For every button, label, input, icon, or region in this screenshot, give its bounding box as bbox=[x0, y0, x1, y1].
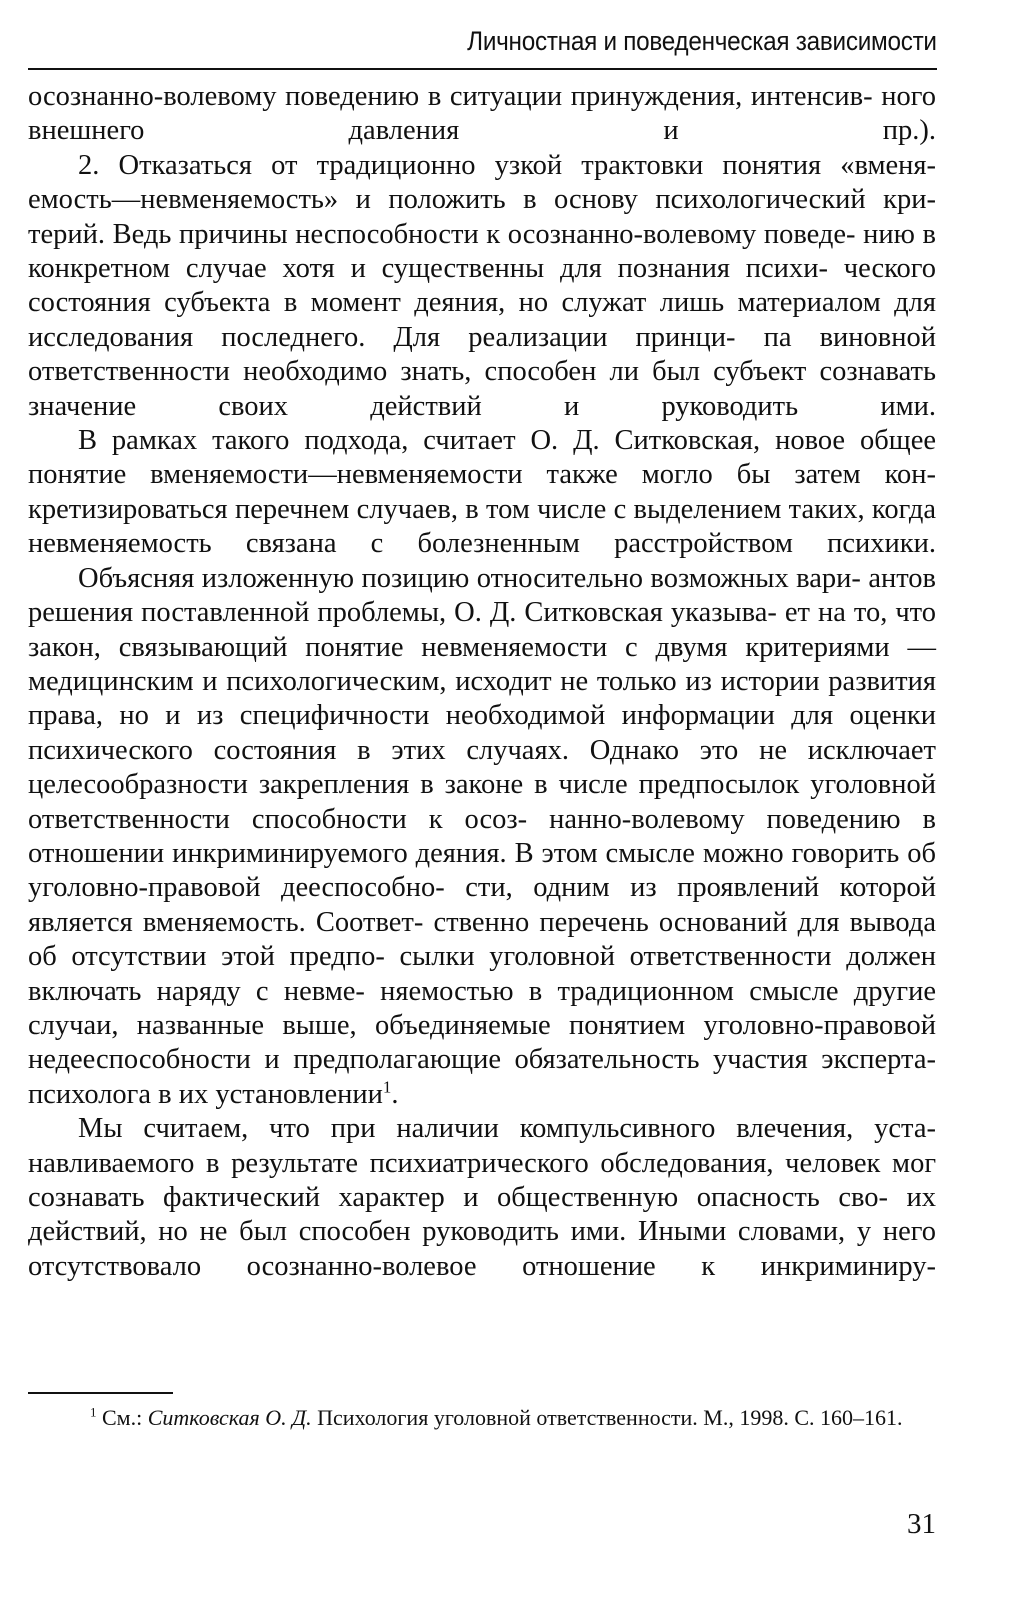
text-line: В рамках такого подхода, считает О. Д. Ситковская, новое общее bbox=[78, 425, 936, 457]
text-line: числе предпосылок уголовной ответственности способности к осоз- bbox=[28, 769, 937, 835]
text-line: кретизироваться перечнем случаев, в том числе с выделением таких, bbox=[28, 493, 865, 525]
text-line: Мы считаем, что при наличии компульсивного влечения, уста- bbox=[78, 1113, 936, 1145]
text-line: информации для оценки психического состояния в этих случаях. bbox=[28, 700, 937, 766]
text-line: ческого состояния субъекта в момент деяния, но служат лишь bbox=[28, 253, 937, 319]
text-line: няемостью в традиционном смысле другие случаи, названные выше, bbox=[28, 975, 937, 1041]
text-line: навливаемого в результате психиатрического обследования, человек bbox=[28, 1147, 881, 1179]
text-line: Объясняя изложенную позицию относительно возможных вари- bbox=[78, 562, 861, 594]
footnote-mark: 1 bbox=[90, 1404, 97, 1420]
text-line: него отсутствовало осознанно-волевое отношение к инкриминиру- bbox=[28, 1216, 937, 1282]
page-number: 31 bbox=[907, 1508, 936, 1540]
text-line: ственно перечень оснований для вывода об отсутствии этой предпо- bbox=[28, 906, 937, 973]
running-header bbox=[28, 18, 937, 70]
paragraph-2 bbox=[28, 149, 936, 424]
footnote-divider bbox=[28, 1392, 173, 1394]
text-line: па виновной ответственности необходимо знать, способен ли был bbox=[28, 321, 936, 388]
running-header-title: Личностная и поведенческая зависимости bbox=[467, 26, 937, 56]
text-line: Однако это не исключает целесообразности закрепления в законе в bbox=[28, 734, 936, 801]
footnote-citation: Психология уголовной ответственности. М., 1998. С. 160–161. bbox=[311, 1405, 903, 1430]
paragraph-5 bbox=[28, 1112, 936, 1284]
paragraph-tail: . bbox=[391, 1078, 399, 1110]
text-line: понятие вменяемости—невменяемости также могло бы затем кон- bbox=[28, 459, 936, 491]
text-line: 2. Отказаться от традиционно узкой трактовки понятия «вменя- bbox=[78, 149, 936, 181]
text-line: когда невменяемость связана с болезненным расстройством психики. bbox=[28, 493, 936, 560]
text-line: В этом смысле можно говорить об уголовно-правовой дееспособно- bbox=[28, 837, 936, 904]
footnote-reference[interactable]: 1 bbox=[382, 1077, 392, 1097]
text-line: осознанно-волевому поведению в ситуации принуждения, интенсив- bbox=[28, 81, 873, 112]
text-line: сти, одним из проявлений которой является вменяемость. Соответ- bbox=[28, 872, 937, 938]
text-line: ного внешнего давления и пр.). bbox=[28, 81, 936, 147]
text-line: из истории развития права, но и из специфичности необходимой bbox=[28, 665, 936, 732]
text-line: терий. Ведь причины неспособности к осознанно-волевому поведе- bbox=[28, 218, 856, 250]
text-line: объединяемые понятием уголовно-правовой недееспособности и bbox=[28, 1009, 936, 1076]
paragraph-3 bbox=[28, 424, 936, 562]
main-text bbox=[28, 80, 936, 1284]
footnote-prefix: См.: bbox=[102, 1405, 148, 1430]
paragraph-4 bbox=[28, 562, 936, 1113]
text-line: предполагающие обязательность участия эксперта-психолога в их bbox=[28, 1044, 936, 1110]
text-line: нанно-волевому поведению в отношении инкриминируемого деяния. bbox=[28, 803, 936, 869]
text-line: установлении bbox=[215, 1078, 383, 1110]
text-line: материалом для исследования последнего. Для реализации принци- bbox=[28, 287, 937, 353]
text-line: их действий, но не был способен руководить ими. Иными словами, у bbox=[28, 1182, 937, 1248]
footnote-author: Ситковская О. Д. bbox=[147, 1405, 312, 1430]
text-line: сылки уголовной ответственности должен включать наряду с невме- bbox=[28, 941, 937, 1007]
text-line: ет на то, что закон, связывающий понятие невменяемости с двумя bbox=[28, 597, 937, 663]
text-line: нию в конкретном случае хотя и существенны для познания психи- bbox=[28, 218, 936, 285]
text-line: субъект сознавать значение своих действий и руководить ими. bbox=[28, 356, 937, 422]
paragraph-1 bbox=[28, 80, 936, 149]
text-line: емость—невменяемость» и положить в основу психологический кри- bbox=[28, 184, 936, 216]
text-line: мог сознавать фактический характер и общественную опасность сво- bbox=[28, 1147, 937, 1213]
text-line: критериями — медицинским и психологическим, исходит не только bbox=[28, 631, 936, 697]
text-line: антов решения поставленной проблемы, О. Д. Ситковская указыва- bbox=[28, 562, 936, 629]
footnote bbox=[28, 1402, 936, 1434]
